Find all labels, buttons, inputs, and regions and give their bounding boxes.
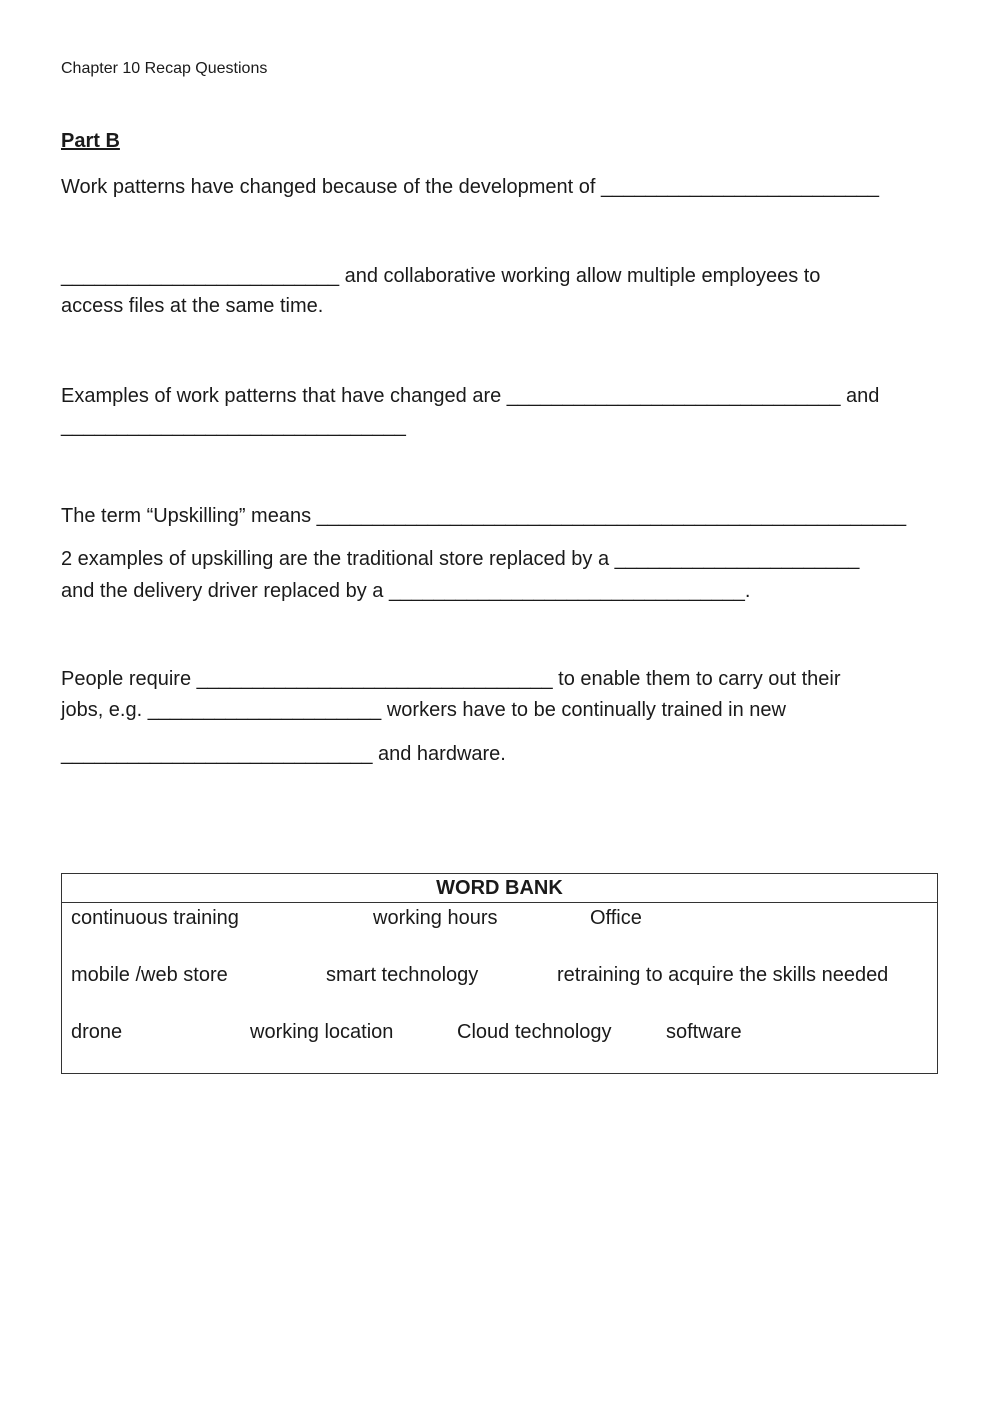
question-line-6: The term “Upskilling” means _____________________________________________________ [61,505,907,527]
word-bank-item: working hours [373,907,498,929]
word-bank-item: retraining to acquire the skills needed [557,964,889,986]
question-line-7: 2 examples of upskilling are the traditional store replaced by a ______________________ [61,548,860,570]
word-bank-title: WORD BANK [62,874,937,903]
word-bank-item: smart technology [326,964,479,986]
question-line-8: and the delivery driver replaced by a ________________________________. [61,580,751,602]
document-header: Chapter 10 Recap Questions [61,60,268,77]
part-title: Part B [61,130,120,152]
word-bank-item: Cloud technology [457,1021,612,1043]
word-bank-item: continuous training [71,907,239,929]
word-bank-item: working location [250,1021,394,1043]
word-bank-item: software [666,1021,742,1043]
word-bank-item: mobile /web store [71,964,228,986]
word-bank-item: drone [71,1021,123,1043]
question-line-3: access files at the same time. [61,295,324,317]
question-line-9: People require ________________________________ to enable them to carry out their [61,668,841,690]
question-line-10: jobs, e.g. _____________________ workers have to be continually trained in new [61,699,786,721]
word-bank-table [61,873,938,1074]
question-line-4: Examples of work patterns that have changed are ______________________________ and [61,385,880,407]
question-line-2: _________________________ and collaborative working allow multiple employees to [61,265,821,287]
question-line-5: _______________________________ [61,415,406,437]
word-bank-item: Office [590,907,642,929]
question-line-1: Work patterns have changed because of the development of _________________________ [61,176,880,198]
question-line-11: ____________________________ and hardware. [61,743,506,765]
